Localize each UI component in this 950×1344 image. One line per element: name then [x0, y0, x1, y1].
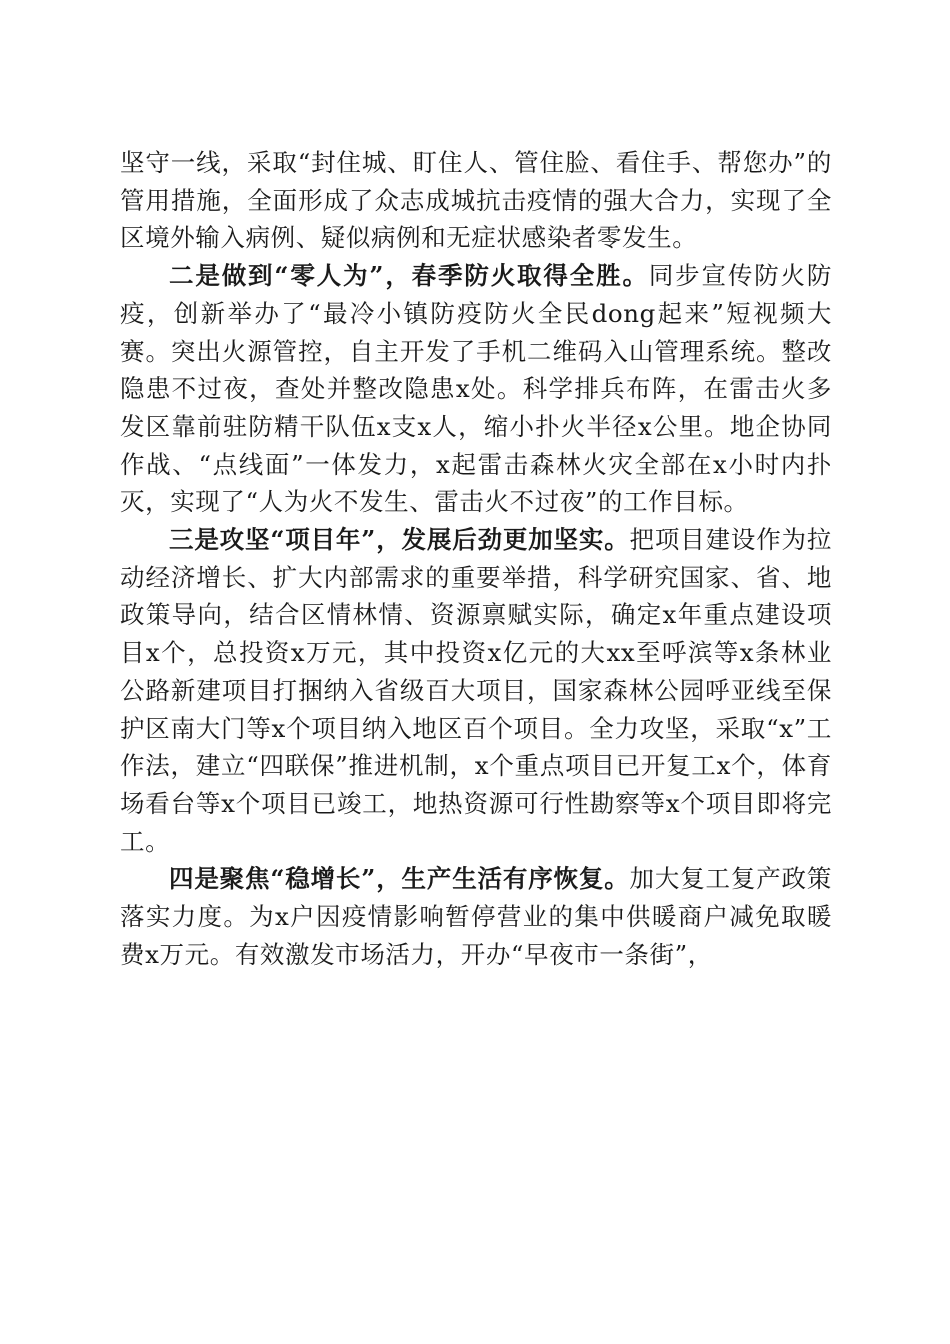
paragraph-fire-prevention	[120, 257, 832, 521]
paragraph-text: 把项目建设作为拉动经济增长、扩大内部需求的重要举措，科学研究国家、省、地政策导向，结合区情林情、资源禀赋实际，确定x年重点建设项目x个，总投资x万元，其中投资x亿元的大xx至呼滨等x条林业公路新建项目打捆纳入省级百大项目，国家森林公园呼亚线至保护区南大门等x个项目纳入地区百个项目。全力攻坚，采取“x”工作法，建立“四联保”推进机制，x个重点项目已开复工x个，体育场看台等x个项目已竣工，地热资源可行性勘察等x个项目即将完工。	[120, 525, 832, 856]
paragraph-text: 同步宣传防火防疫，创新举办了“最冷小镇防疫防火全民dong起来”短视频大赛。突出火源管控，自主开发了手机二维码入山管理系统。整改隐患不过夜，查处并整改隐患x处。科学排兵布阵，在雷击火多发区靠前驻防精干队伍x支x人，缩小扑火半径x公里。地企协同作战、“点线面”一体发力，x起雷击森林火灾全部在x小时内扑灭，实现了“人为火不发生、雷击火不过夜”的工作目标。	[120, 261, 833, 517]
document-body	[120, 144, 832, 973]
paragraph-projects	[120, 521, 832, 860]
paragraph-lead: 四是聚焦“稳增长”，生产生活有序恢复。	[169, 864, 630, 894]
paragraph-text: 坚守一线，采取“封住城、盯住人、管住脸、看住手、帮您办”的管用措施，全面形成了众志成城抗击疫情的强大合力，实现了全区境外输入病例、疑似病例和无症状感染者零发生。	[120, 148, 832, 253]
paragraph-lead: 二是做到“零人为”，春季防火取得全胜。	[169, 261, 649, 291]
paragraph-text: 加大复工复产政策落实力度。为x户因疫情影响暂停营业的集中供暖商户减免取暖费x万元。有效激发市场活力，开办“早夜市一条街”，	[120, 864, 832, 969]
paragraph-growth	[120, 860, 832, 973]
paragraph-lead: 三是攻坚“项目年”，发展后劲更加坚实。	[169, 525, 630, 555]
paragraph-continuation	[120, 144, 832, 257]
